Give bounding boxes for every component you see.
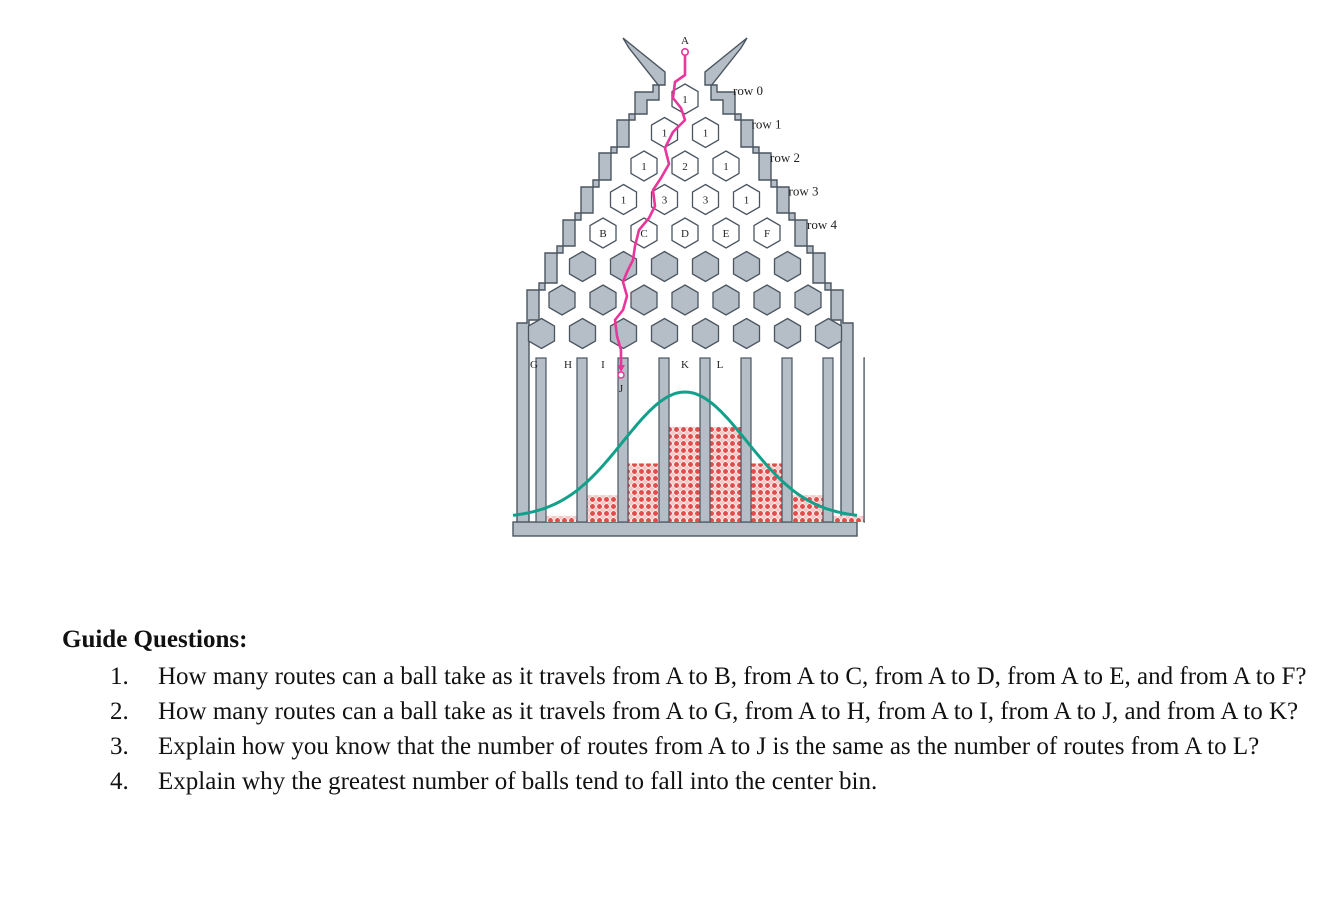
- bin-label: K: [681, 359, 689, 371]
- hex-cell-label: 2: [682, 161, 688, 173]
- hex-cell-label: 3: [661, 194, 668, 207]
- hex-peg: [816, 319, 842, 349]
- hex-cell-label: 3: [702, 194, 709, 207]
- hex-peg: [549, 285, 575, 315]
- question-list: [62, 659, 1312, 799]
- board-floor: [513, 522, 857, 536]
- ball-pile: [546, 516, 577, 522]
- hex-cell-label: 1: [743, 194, 750, 207]
- hex-peg: [529, 319, 555, 349]
- bin-divider: [577, 358, 587, 522]
- bin-label: J: [618, 383, 624, 395]
- hex-cell-label: 1: [661, 127, 668, 140]
- bin-divider: [536, 358, 546, 522]
- end-point-marker: [618, 372, 624, 378]
- question-number: 1.: [110, 663, 129, 690]
- question-item: [62, 764, 1312, 799]
- hex-peg: [631, 285, 657, 315]
- galton-board-diagram: [505, 20, 865, 545]
- question-item: [62, 659, 1312, 694]
- question-number: 2.: [110, 698, 129, 725]
- hex-peg: [652, 319, 678, 349]
- guide-questions: [62, 625, 1312, 799]
- bin-divider: [782, 358, 792, 522]
- hex-peg: [652, 252, 678, 282]
- question-text: Explain how you know that the number of routes from A to J is the same as the number of routes from A to L?: [158, 733, 1260, 760]
- question-item: [62, 729, 1312, 764]
- question-item: [62, 694, 1312, 729]
- bin-divider: [659, 358, 669, 522]
- ball-pile: [710, 427, 741, 522]
- hex-peg: [713, 285, 739, 315]
- bin-label: I: [601, 359, 605, 371]
- hex-peg: [693, 319, 719, 349]
- question-number: 4.: [110, 768, 129, 795]
- hex-peg: [570, 319, 596, 349]
- hex-cell-label: 1: [702, 127, 709, 140]
- row-label: row 3: [788, 183, 819, 199]
- row-label: row 4: [807, 217, 837, 232]
- hex-peg: [672, 285, 698, 315]
- bin-divider: [864, 358, 865, 522]
- hex-cell-label: 1: [620, 194, 627, 207]
- hex-cell-label: D: [681, 228, 689, 240]
- hex-cell-label: 1: [723, 161, 729, 173]
- hex-peg: [590, 285, 616, 315]
- hex-peg: [570, 252, 596, 282]
- hex-cell-label: 1: [682, 94, 688, 106]
- hex-peg: [795, 285, 821, 315]
- bin-divider: [823, 358, 833, 522]
- bin-label: G: [530, 359, 538, 371]
- hex-cell-label: F: [763, 228, 771, 240]
- ball-pile: [587, 495, 618, 522]
- hex-cell-label: B: [599, 228, 607, 240]
- bin-label: H: [564, 359, 572, 371]
- ball-pile: [751, 463, 782, 522]
- bin-divider: [700, 358, 710, 522]
- start-point-marker: [682, 49, 688, 55]
- hex-peg: [775, 319, 801, 349]
- hex-cell-label: E: [722, 228, 730, 240]
- ball-pile: [833, 516, 864, 522]
- question-text: How many routes can a ball take as it travels from A to B, from A to C, from A to D, from A to E, and from A to F?: [158, 663, 1307, 690]
- row-label: row 0: [733, 83, 763, 98]
- hex-peg: [754, 285, 780, 315]
- guide-title: Guide Questions:: [62, 626, 248, 653]
- ball-pile: [628, 463, 659, 522]
- hex-cell-label: C: [640, 228, 648, 240]
- hex-peg: [734, 319, 760, 349]
- bin-label: L: [716, 359, 724, 371]
- question-text: Explain why the greatest number of balls tend to fall into the center bin.: [158, 768, 878, 795]
- question-text: How many routes can a ball take as it travels from A to G, from A to H, from A to I, from A to J, and from A to K?: [158, 698, 1299, 725]
- ball-pile: [669, 427, 700, 522]
- row-label: row 1: [751, 116, 782, 132]
- hex-peg: [775, 252, 801, 282]
- galton-board-figure: [505, 20, 865, 545]
- hex-peg: [734, 252, 760, 282]
- hex-cell-label: 1: [641, 161, 647, 173]
- question-number: 3.: [110, 733, 129, 760]
- start-label: A: [681, 35, 689, 47]
- hex-peg: [693, 252, 719, 282]
- row-label: row 2: [770, 150, 800, 165]
